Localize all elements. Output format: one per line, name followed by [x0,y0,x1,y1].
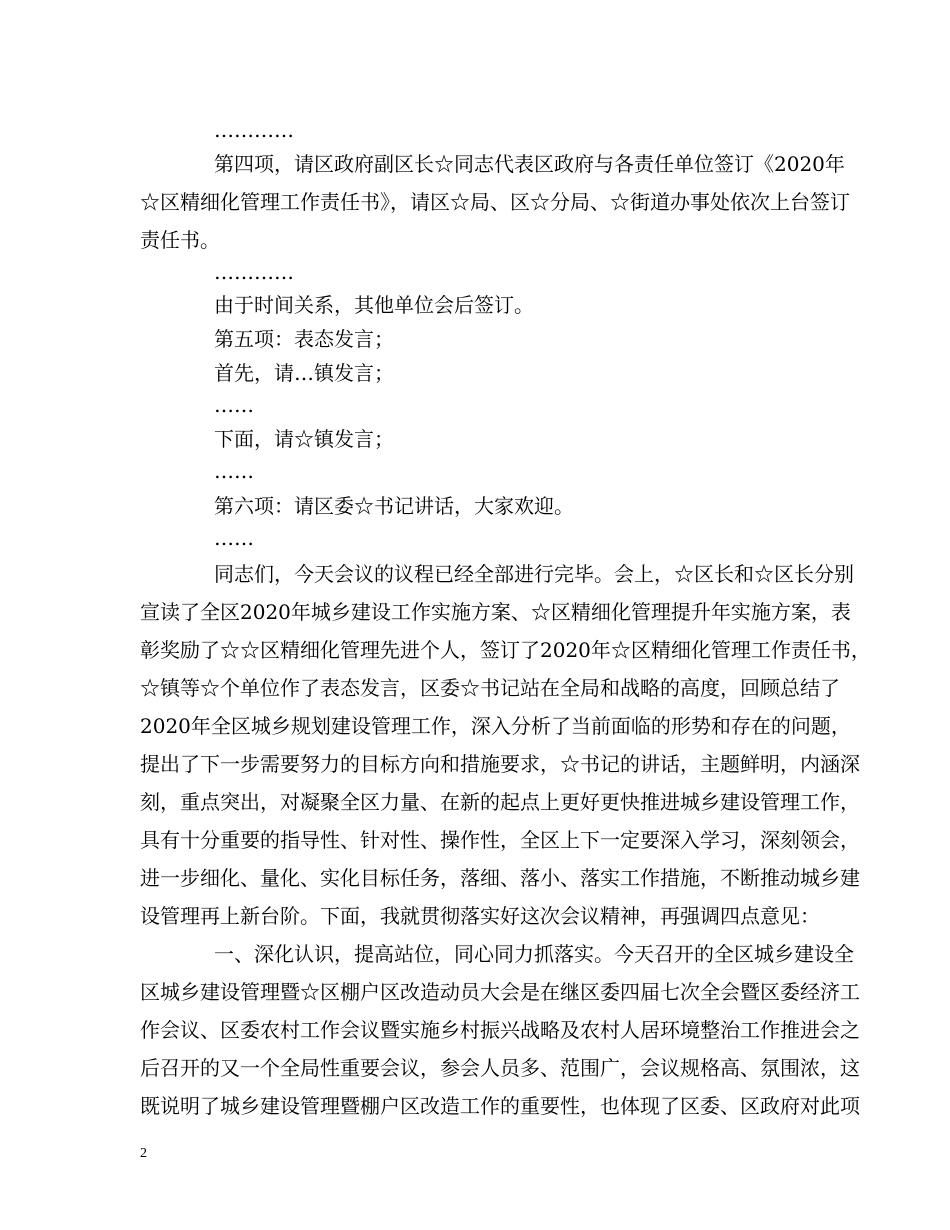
paragraph-line: 一、深化认识，提高站位，同心同力抓落实。今天召开的全区城乡建设全 [214,942,854,966]
page-number: 2 [140,1146,147,1161]
paragraph-line: 具有十分重要的指导性、针对性、操作性，全区上下一定要深入学习，深刻领会， [140,828,860,852]
paragraph-line: 第五项：表态发言； [214,327,394,351]
paragraph-line: 后召开的又一个全局性重要会议，参会人员多、范围广，会议规格高、氛围浓，这 [140,1056,860,1080]
ellipsis-line: …… [214,459,254,483]
paragraph-line: 区城乡建设管理暨☆区棚户区改造动员大会是在继区委四届七次全会暨区委经济工 [140,980,860,1004]
paragraph-line: 宣读了全区2020年城乡建设工作实施方案、☆区精细化管理提升年实施方案，表 [140,600,851,624]
paragraph-line: 首先，请…镇发言； [214,361,394,385]
paragraph-line: 第四项，请区政府副区长☆同志代表区政府与各责任单位签订《2020年 [214,152,845,176]
paragraph-line: ☆镇等☆个单位作了表态发言，区委☆书记站在全局和战略的高度，回顾总结了 [140,676,840,700]
ellipsis-line: ………… [214,260,294,284]
paragraph-line: 作会议、区委农村工作会议暨实施乡村振兴战略及农村人居环境整治工作推进会之 [140,1018,860,1042]
paragraph-line: 既说明了城乡建设管理暨棚户区改造工作的重要性，也体现了区委、区政府对此项 [140,1094,860,1118]
ellipsis-line: …… [214,526,254,550]
paragraph-line: 同志们，今天会议的议程已经全部进行完毕。会上，☆区长和☆区长分别 [214,562,854,586]
ellipsis-line: …… [214,393,254,417]
paragraph-line: 责任书。 [140,228,220,252]
paragraph-line: ☆区精细化管理工作责任书》，请区☆局、区☆分局、☆街道办事处依次上台签订 [140,190,850,214]
paragraph-line: 彰奖励了☆☆区精细化管理先进个人，签订了2020年☆区精细化管理工作责任书， [140,638,871,662]
paragraph-line: 第六项：请区委☆书记讲话，大家欢迎。 [214,494,574,518]
paragraph-line: 刻，重点突出，对凝聚全区力量、在新的起点上更好更快推进城乡建设管理工作， [140,790,860,814]
paragraph-line: 下面，请☆镇发言； [214,427,394,451]
paragraph-line: 提出了下一步需要努力的目标方向和措施要求，☆书记的讲话，主题鲜明，内涵深 [140,752,860,776]
paragraph-line: 设管理再上新台阶。下面，我就贯彻落实好这次会议精神，再强调四点意见： [140,904,820,928]
ellipsis-line: ………… [214,118,294,142]
paragraph-line: 进一步细化、量化、实化目标任务，落细、落小、落实工作措施，不断推动城乡建 [140,866,860,890]
paragraph-line: 由于时间关系，其他单位会后签订。 [214,293,534,317]
paragraph-line: 2020年全区城乡规划建设管理工作，深入分析了当前面临的形势和存在的问题， [140,714,851,738]
